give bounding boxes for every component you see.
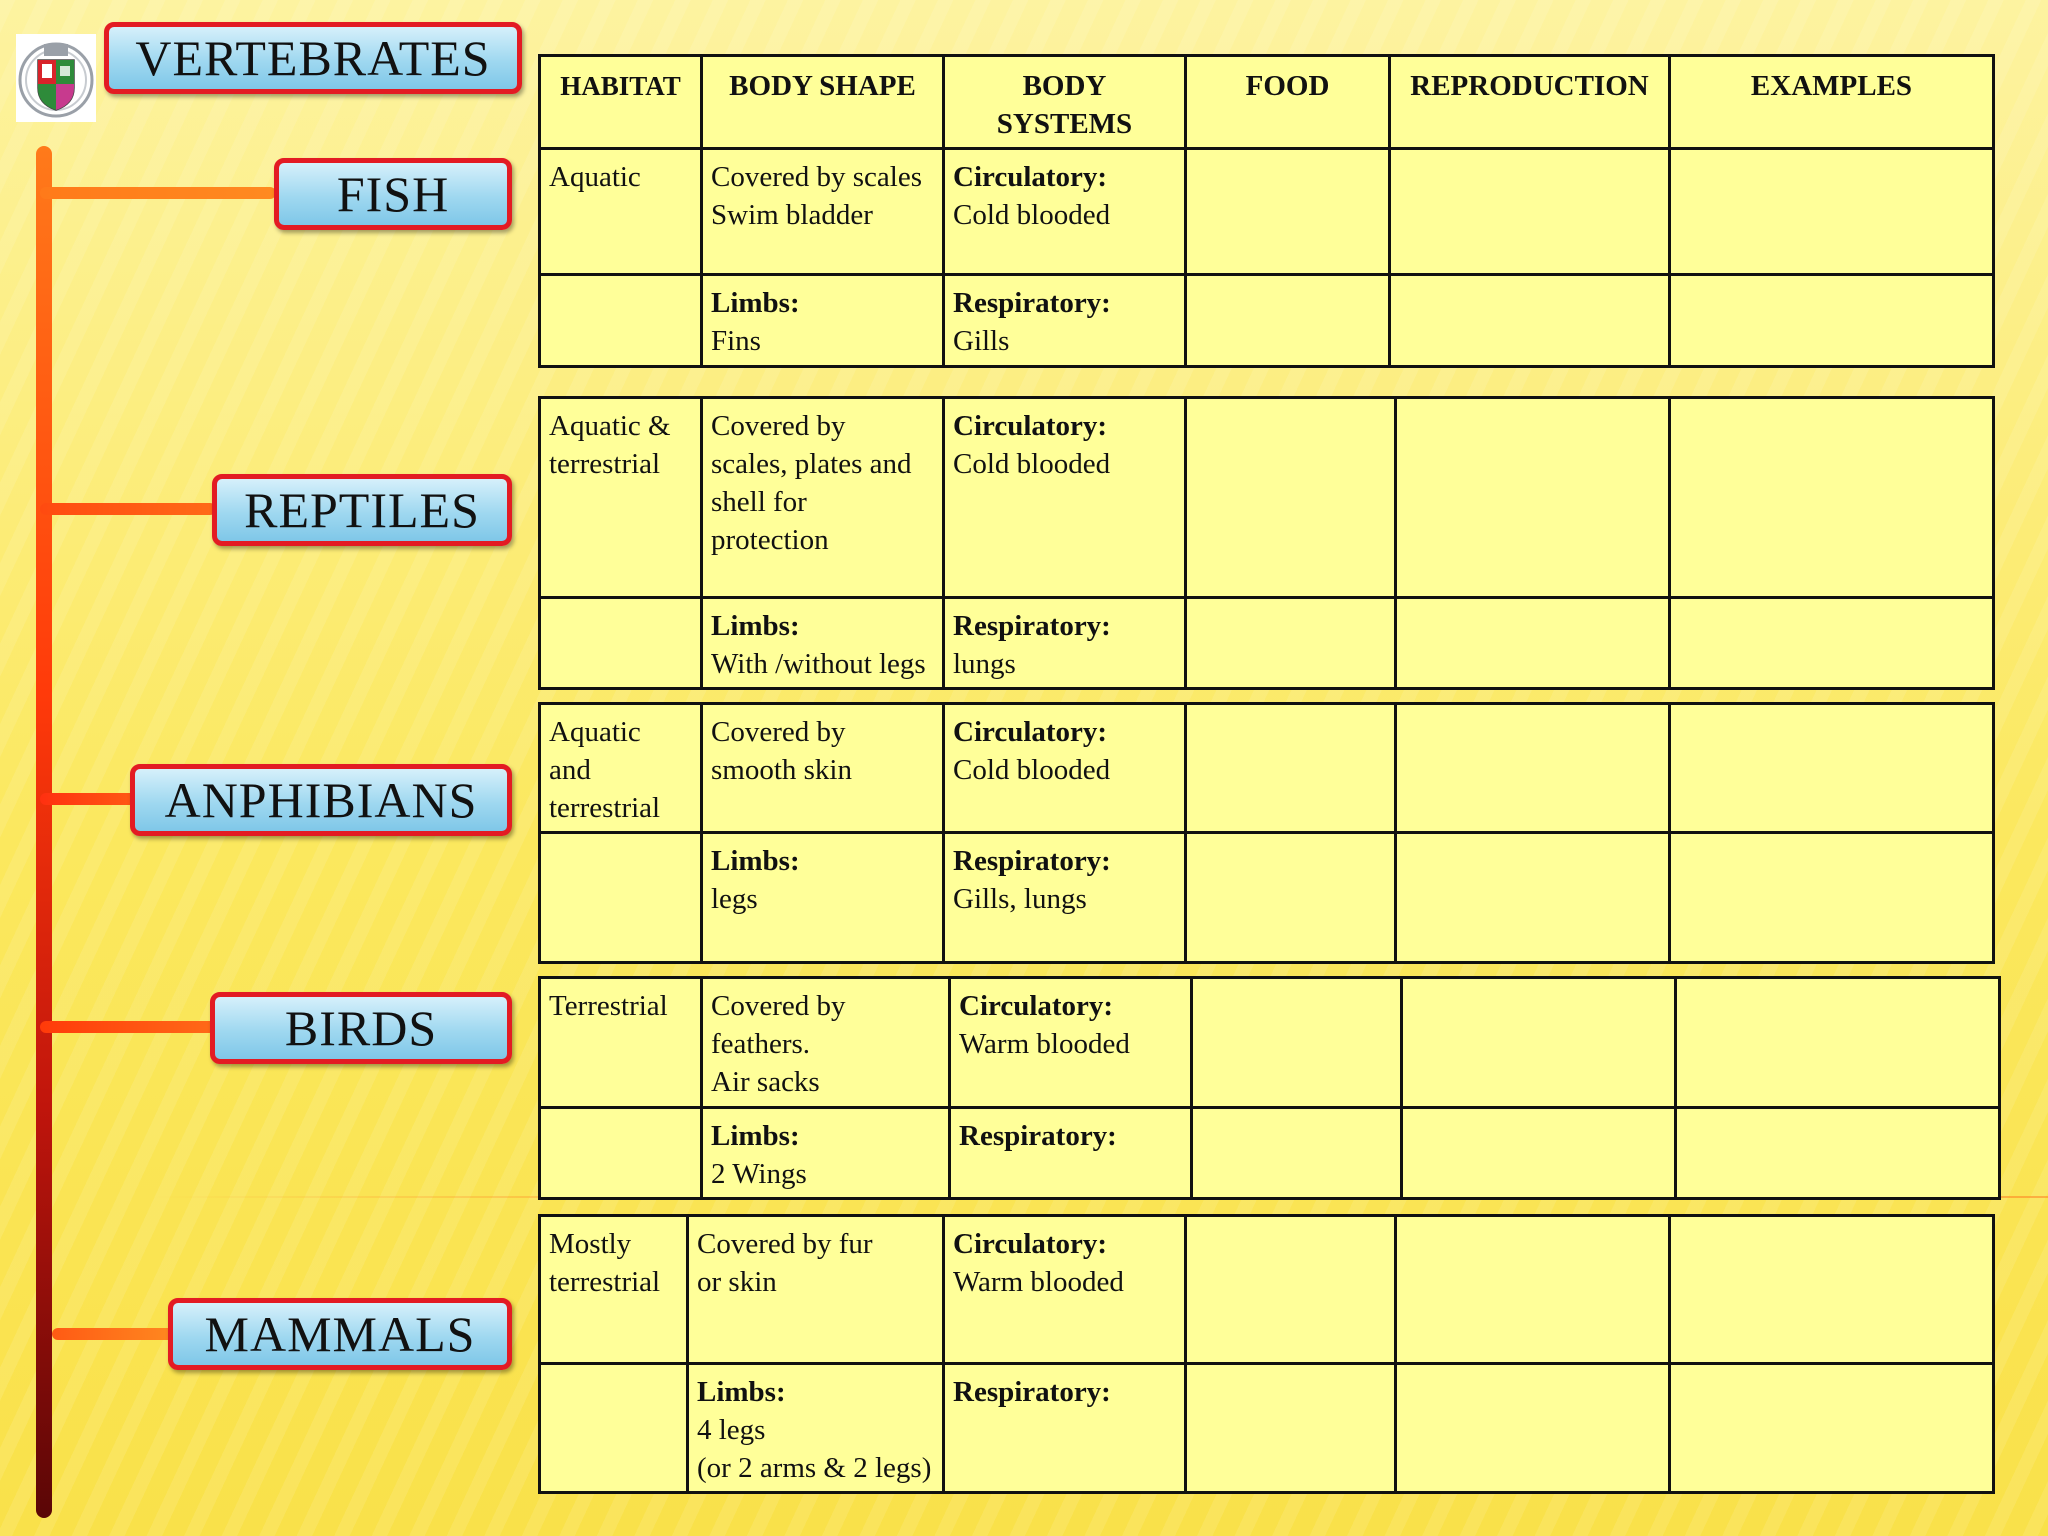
circulatory-text: Warm blooded [959, 1028, 1130, 1060]
circulatory-cell [950, 978, 1192, 1108]
reproduction-cell [1396, 1364, 1670, 1493]
food-cell [1186, 275, 1390, 367]
header-habitat: HABITAT [540, 56, 702, 149]
food-cell [1186, 598, 1396, 689]
limbs-text: 2 Wings [711, 1158, 807, 1190]
body-cover-text: Covered by fur or skin [697, 1228, 873, 1298]
limbs-cell [688, 1364, 944, 1493]
habitat-cell [540, 704, 702, 833]
circulatory-label: Circulatory: [953, 716, 1108, 748]
respiratory-cell [950, 1108, 1192, 1199]
table-row [540, 1108, 2000, 1199]
circulatory-text: Cold blooded [953, 754, 1111, 786]
header-body-systems: BODY SYSTEMS [944, 56, 1186, 149]
limbs-cell [702, 598, 944, 689]
birds-table [538, 976, 2001, 1200]
reproduction-cell [1396, 1216, 1670, 1364]
circulatory-label: Circulatory: [953, 161, 1108, 193]
label-fish-text: FISH [336, 166, 450, 222]
respiratory-cell [944, 598, 1186, 689]
examples-cell [1676, 1108, 2000, 1199]
limbs-text: With /without legs [711, 648, 926, 680]
body-cover-text: Covered by scales, plates and shell for protection [711, 410, 912, 556]
examples-cell [1670, 598, 1994, 689]
limbs-cell [702, 275, 944, 367]
habitat-cell [540, 833, 702, 963]
body-cover-text: Covered by scales Swim bladder [711, 161, 922, 231]
food-cell [1186, 149, 1390, 275]
limbs-label: Limbs: [711, 287, 800, 319]
title-label [104, 22, 522, 94]
habitat-cell [540, 149, 702, 275]
reproduction-cell [1402, 1108, 1676, 1199]
limbs-label: Limbs: [711, 610, 800, 642]
limbs-label: Limbs: [711, 1120, 800, 1152]
examples-cell [1670, 149, 1994, 275]
habitat-cell [540, 1216, 688, 1364]
branch-birds [40, 1021, 216, 1033]
label-amphibians-text: ANPHIBIANS [164, 772, 478, 828]
limbs-label: Limbs: [711, 845, 800, 877]
reproduction-cell [1396, 398, 1670, 598]
limbs-cell [702, 833, 944, 963]
circulatory-text: Cold blooded [953, 199, 1111, 231]
circulatory-label: Circulatory: [959, 990, 1114, 1022]
habitat-cell [540, 1108, 702, 1199]
table-row [540, 978, 2000, 1108]
limbs-text: 4 legs (or 2 arms & 2 legs) [697, 1414, 932, 1484]
body-cover-text: Covered by smooth skin [711, 716, 852, 786]
label-birds [210, 992, 512, 1064]
examples-cell [1670, 833, 1994, 963]
habitat-text: Aquatic & terrestrial [549, 410, 671, 480]
fish-table [538, 54, 1995, 368]
reproduction-cell [1396, 598, 1670, 689]
respiratory-label: Respiratory: [953, 610, 1111, 642]
examples-cell [1676, 978, 2000, 1108]
table-row [540, 704, 1994, 833]
body-cover-cell [702, 398, 944, 598]
food-cell [1186, 833, 1396, 963]
respiratory-text: lungs [953, 648, 1016, 680]
examples-cell [1670, 1364, 1994, 1493]
header-food: FOOD [1186, 56, 1390, 149]
habitat-text: Aquatic [549, 161, 641, 193]
reproduction-cell [1396, 833, 1670, 963]
limbs-text: Fins [711, 325, 761, 357]
habitat-cell [540, 275, 702, 367]
circulatory-cell [944, 704, 1186, 833]
circulatory-cell [944, 149, 1186, 275]
mammals-table [538, 1214, 1995, 1494]
limbs-text: legs [711, 883, 758, 915]
reproduction-cell [1390, 275, 1670, 367]
body-cover-cell [702, 149, 944, 275]
examples-cell [1670, 1216, 1994, 1364]
habitat-text: Mostly terrestrial [549, 1228, 661, 1298]
reproduction-cell [1390, 149, 1670, 275]
food-cell [1186, 398, 1396, 598]
respiratory-text: Gills [953, 325, 1010, 357]
header-reproduction: REPRODUCTION [1390, 56, 1670, 149]
limbs-label: Limbs: [697, 1376, 786, 1408]
table-row [540, 1216, 1994, 1364]
body-cover-text: Covered by feathers. Air sacks [711, 990, 846, 1098]
circulatory-text: Warm blooded [953, 1266, 1124, 1298]
habitat-cell [540, 978, 702, 1108]
habitat-cell [540, 398, 702, 598]
table-row [540, 598, 1994, 689]
table-row [540, 833, 1994, 963]
food-cell [1192, 1108, 1402, 1199]
respiratory-label: Respiratory: [953, 845, 1111, 877]
circulatory-label: Circulatory: [953, 410, 1108, 442]
examples-cell [1670, 398, 1994, 598]
table-row [540, 275, 1994, 367]
label-mammals-text: MAMMALS [204, 1306, 476, 1362]
table-row [540, 149, 1994, 275]
reptiles-table [538, 396, 1995, 690]
branch-amphibians [40, 793, 138, 805]
respiratory-cell [944, 833, 1186, 963]
table-row [540, 398, 1994, 598]
examples-cell [1670, 275, 1994, 367]
circulatory-cell [944, 398, 1186, 598]
examples-cell [1670, 704, 1994, 833]
reproduction-cell [1402, 978, 1676, 1108]
respiratory-label: Respiratory: [953, 1376, 1111, 1408]
branch-fish [40, 187, 276, 199]
branch-reptiles [40, 503, 216, 515]
habitat-cell [540, 1364, 688, 1493]
circulatory-text: Cold blooded [953, 448, 1111, 480]
reproduction-cell [1396, 704, 1670, 833]
respiratory-label: Respiratory: [959, 1120, 1117, 1152]
label-birds-text: BIRDS [284, 1000, 438, 1056]
respiratory-cell [944, 275, 1186, 367]
amphibians-table [538, 702, 1995, 964]
habitat-text: Terrestrial [549, 990, 668, 1022]
label-reptiles-text: REPTILES [244, 482, 480, 538]
body-cover-cell [702, 978, 950, 1108]
label-reptiles [212, 474, 512, 546]
food-cell [1186, 1364, 1396, 1493]
circulatory-cell [944, 1216, 1186, 1364]
body-cover-cell [688, 1216, 944, 1364]
label-mammals [168, 1298, 512, 1370]
respiratory-label: Respiratory: [953, 287, 1111, 319]
habitat-cell [540, 598, 702, 689]
header-examples: EXAMPLES [1670, 56, 1994, 149]
respiratory-cell [944, 1364, 1186, 1493]
food-cell [1186, 704, 1396, 833]
timeline-trunk [36, 146, 52, 1518]
circulatory-label: Circulatory: [953, 1228, 1108, 1260]
header-row [540, 56, 1994, 149]
table-row [540, 1364, 1994, 1493]
food-cell [1192, 978, 1402, 1108]
school-crest-icon [16, 34, 96, 122]
food-cell [1186, 1216, 1396, 1364]
header-body-shape: BODY SHAPE [702, 56, 944, 149]
label-amphibians [130, 764, 512, 836]
respiratory-text: Gills, lungs [953, 883, 1087, 915]
branch-mammals [52, 1328, 178, 1340]
page-title: VERTEBRATES [135, 30, 491, 86]
habitat-text: Aquatic and terrestrial [549, 716, 661, 824]
limbs-cell [702, 1108, 950, 1199]
body-cover-cell [702, 704, 944, 833]
label-fish [274, 158, 512, 230]
